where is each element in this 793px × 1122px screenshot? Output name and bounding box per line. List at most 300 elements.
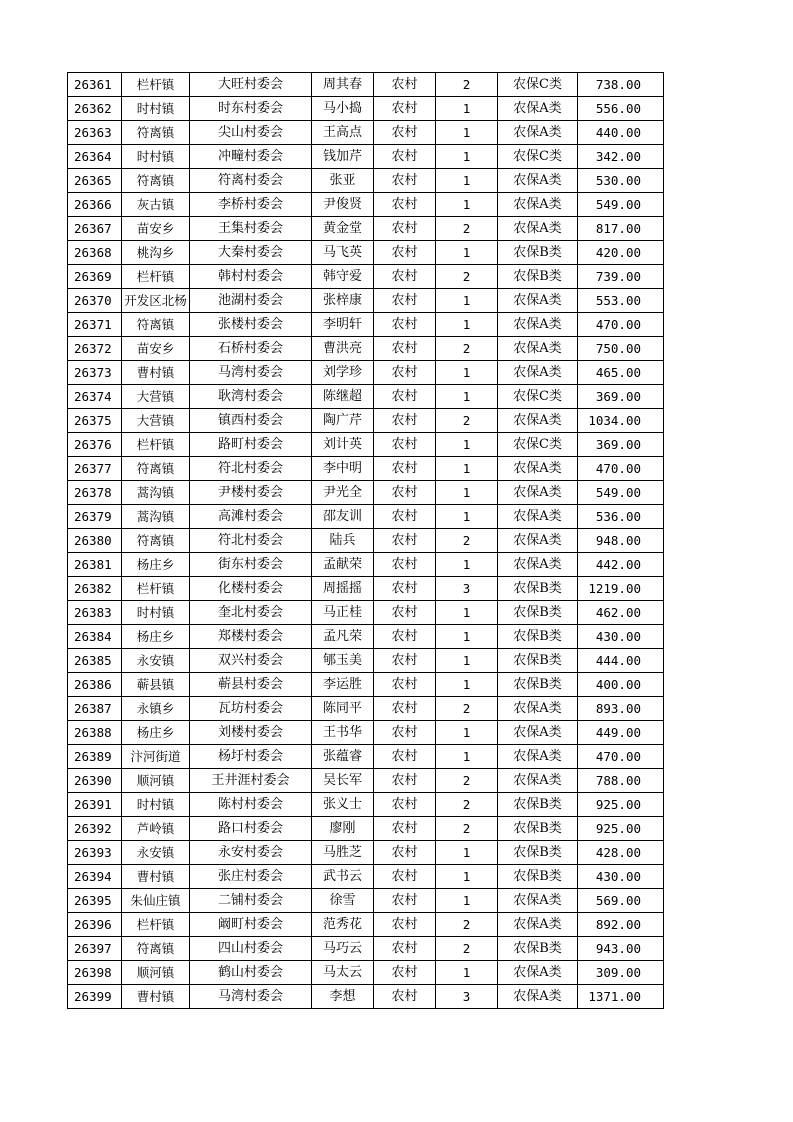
person-name-cell: 王高点	[312, 121, 374, 145]
area-cell: 农村	[374, 265, 436, 289]
insurance-type-cell: 农保A类	[498, 553, 578, 577]
table-row	[68, 241, 664, 265]
row-id: 26387	[68, 697, 122, 721]
row-id: 26372	[68, 337, 122, 361]
row-id: 26379	[68, 505, 122, 529]
person-name-cell: 陆兵	[312, 529, 374, 553]
area-cell: 农村	[374, 673, 436, 697]
row-id: 26366	[68, 193, 122, 217]
area-cell: 农村	[374, 649, 436, 673]
area-cell: 农村	[374, 625, 436, 649]
household-count-cell: 2	[436, 697, 498, 721]
insurance-type-cell: 农保A类	[498, 769, 578, 793]
household-count-cell: 2	[436, 73, 498, 97]
table-row	[68, 289, 664, 313]
household-count-cell: 1	[436, 649, 498, 673]
area-cell: 农村	[374, 241, 436, 265]
household-count-cell: 1	[436, 721, 498, 745]
person-name-cell: 周摇摇	[312, 577, 374, 601]
row-id: 26397	[68, 937, 122, 961]
committee-cell: 尖山村委会	[190, 121, 312, 145]
household-count-cell: 2	[436, 337, 498, 361]
amount-cell: 750.00	[578, 337, 664, 361]
committee-cell: 陈村村委会	[190, 793, 312, 817]
table-row	[68, 553, 664, 577]
town-cell: 芦岭镇	[122, 817, 190, 841]
committee-cell: 池湖村委会	[190, 289, 312, 313]
amount-cell: 530.00	[578, 169, 664, 193]
person-name-cell: 张梓康	[312, 289, 374, 313]
household-count-cell: 1	[436, 673, 498, 697]
table-row	[68, 649, 664, 673]
area-cell: 农村	[374, 505, 436, 529]
town-cell: 符离镇	[122, 121, 190, 145]
table-row	[68, 433, 664, 457]
insurance-type-cell: 农保B类	[498, 937, 578, 961]
person-name-cell: 马胜芝	[312, 841, 374, 865]
person-name-cell: 曹洪亮	[312, 337, 374, 361]
row-id: 26365	[68, 169, 122, 193]
row-id: 26382	[68, 577, 122, 601]
table-row	[68, 481, 664, 505]
committee-cell: 符北村委会	[190, 457, 312, 481]
insurance-type-cell: 农保B类	[498, 673, 578, 697]
row-id: 26369	[68, 265, 122, 289]
committee-cell: 大旺村委会	[190, 73, 312, 97]
row-id: 26373	[68, 361, 122, 385]
table-row	[68, 217, 664, 241]
household-count-cell: 2	[436, 793, 498, 817]
area-cell: 农村	[374, 385, 436, 409]
town-cell: 符离镇	[122, 529, 190, 553]
insurance-type-cell: 农保C类	[498, 145, 578, 169]
committee-cell: 王井涯村委会	[190, 769, 312, 793]
row-id: 26368	[68, 241, 122, 265]
committee-cell: 尹楼村委会	[190, 481, 312, 505]
row-id: 26390	[68, 769, 122, 793]
insurance-type-cell: 农保C类	[498, 73, 578, 97]
row-id: 26391	[68, 793, 122, 817]
row-id: 26367	[68, 217, 122, 241]
town-cell: 时村镇	[122, 793, 190, 817]
committee-cell: 刘楼村委会	[190, 721, 312, 745]
person-name-cell: 张义士	[312, 793, 374, 817]
household-count-cell: 2	[436, 529, 498, 553]
table-row	[68, 145, 664, 169]
insurance-type-cell: 农保A类	[498, 193, 578, 217]
roster-table	[67, 72, 664, 1009]
household-count-cell: 1	[436, 241, 498, 265]
table-row	[68, 697, 664, 721]
person-name-cell: 尹光全	[312, 481, 374, 505]
table-row	[68, 769, 664, 793]
amount-cell: 309.00	[578, 961, 664, 985]
table-row	[68, 73, 664, 97]
town-cell: 蒿沟镇	[122, 505, 190, 529]
household-count-cell: 1	[436, 97, 498, 121]
town-cell: 栏杆镇	[122, 577, 190, 601]
household-count-cell: 1	[436, 625, 498, 649]
committee-cell: 街东村委会	[190, 553, 312, 577]
person-name-cell: 吴长军	[312, 769, 374, 793]
table-row	[68, 361, 664, 385]
amount-cell: 420.00	[578, 241, 664, 265]
town-cell: 栏杆镇	[122, 265, 190, 289]
amount-cell: 369.00	[578, 433, 664, 457]
town-cell: 杨庄乡	[122, 721, 190, 745]
committee-cell: 韩村村委会	[190, 265, 312, 289]
table-row	[68, 961, 664, 985]
amount-cell: 470.00	[578, 745, 664, 769]
row-id: 26392	[68, 817, 122, 841]
household-count-cell: 2	[436, 217, 498, 241]
committee-cell: 杨圩村委会	[190, 745, 312, 769]
committee-cell: 路口村委会	[190, 817, 312, 841]
committee-cell: 石桥村委会	[190, 337, 312, 361]
household-count-cell: 1	[436, 601, 498, 625]
amount-cell: 536.00	[578, 505, 664, 529]
person-name-cell: 尹俊贤	[312, 193, 374, 217]
row-id: 26362	[68, 97, 122, 121]
row-id: 26383	[68, 601, 122, 625]
town-cell: 开发区北杨	[122, 289, 190, 313]
committee-cell: 蕲县村委会	[190, 673, 312, 697]
person-name-cell: 李明轩	[312, 313, 374, 337]
amount-cell: 428.00	[578, 841, 664, 865]
amount-cell: 788.00	[578, 769, 664, 793]
table-row	[68, 841, 664, 865]
area-cell: 农村	[374, 433, 436, 457]
town-cell: 顺河镇	[122, 769, 190, 793]
row-id: 26374	[68, 385, 122, 409]
row-id: 26376	[68, 433, 122, 457]
row-id: 26380	[68, 529, 122, 553]
row-id: 26395	[68, 889, 122, 913]
amount-cell: 549.00	[578, 481, 664, 505]
insurance-type-cell: 农保A类	[498, 289, 578, 313]
insurance-type-cell: 农保A类	[498, 505, 578, 529]
household-count-cell: 1	[436, 361, 498, 385]
person-name-cell: 徐雪	[312, 889, 374, 913]
person-name-cell: 马巧云	[312, 937, 374, 961]
amount-cell: 943.00	[578, 937, 664, 961]
person-name-cell: 马正桂	[312, 601, 374, 625]
town-cell: 大营镇	[122, 385, 190, 409]
household-count-cell: 3	[436, 985, 498, 1009]
insurance-type-cell: 农保A类	[498, 313, 578, 337]
household-count-cell: 2	[436, 817, 498, 841]
household-count-cell: 2	[436, 913, 498, 937]
town-cell: 永安镇	[122, 841, 190, 865]
person-name-cell: 张蕴睿	[312, 745, 374, 769]
area-cell: 农村	[374, 865, 436, 889]
committee-cell: 双兴村委会	[190, 649, 312, 673]
town-cell: 符离镇	[122, 169, 190, 193]
insurance-type-cell: 农保B类	[498, 793, 578, 817]
row-id: 26389	[68, 745, 122, 769]
insurance-type-cell: 农保A类	[498, 697, 578, 721]
committee-cell: 永安村委会	[190, 841, 312, 865]
town-cell: 永镇乡	[122, 697, 190, 721]
household-count-cell: 2	[436, 769, 498, 793]
amount-cell: 892.00	[578, 913, 664, 937]
household-count-cell: 1	[436, 385, 498, 409]
person-name-cell: 李想	[312, 985, 374, 1009]
table-body	[68, 73, 664, 1009]
person-name-cell: 孟凡荣	[312, 625, 374, 649]
household-count-cell: 2	[436, 937, 498, 961]
insurance-type-cell: 农保C类	[498, 433, 578, 457]
insurance-type-cell: 农保B类	[498, 265, 578, 289]
town-cell: 栏杆镇	[122, 433, 190, 457]
table-row	[68, 337, 664, 361]
table-row	[68, 529, 664, 553]
row-id: 26399	[68, 985, 122, 1009]
amount-cell: 893.00	[578, 697, 664, 721]
committee-cell: 鹤山村委会	[190, 961, 312, 985]
town-cell: 时村镇	[122, 97, 190, 121]
area-cell: 农村	[374, 697, 436, 721]
person-name-cell: 刘学珍	[312, 361, 374, 385]
amount-cell: 449.00	[578, 721, 664, 745]
person-name-cell: 武书云	[312, 865, 374, 889]
person-name-cell: 廖刚	[312, 817, 374, 841]
area-cell: 农村	[374, 145, 436, 169]
town-cell: 灰古镇	[122, 193, 190, 217]
area-cell: 农村	[374, 409, 436, 433]
table-row	[68, 985, 664, 1009]
area-cell: 农村	[374, 169, 436, 193]
row-id: 26364	[68, 145, 122, 169]
row-id: 26394	[68, 865, 122, 889]
amount-cell: 342.00	[578, 145, 664, 169]
town-cell: 时村镇	[122, 145, 190, 169]
insurance-type-cell: 农保B类	[498, 817, 578, 841]
person-name-cell: 张亚	[312, 169, 374, 193]
row-id: 26384	[68, 625, 122, 649]
table-row	[68, 745, 664, 769]
amount-cell: 569.00	[578, 889, 664, 913]
area-cell: 农村	[374, 577, 436, 601]
insurance-type-cell: 农保B类	[498, 865, 578, 889]
amount-cell: 948.00	[578, 529, 664, 553]
household-count-cell: 1	[436, 553, 498, 577]
insurance-type-cell: 农保A类	[498, 745, 578, 769]
amount-cell: 462.00	[578, 601, 664, 625]
person-name-cell: 钱加芹	[312, 145, 374, 169]
person-name-cell: 孟献荣	[312, 553, 374, 577]
household-count-cell: 3	[436, 577, 498, 601]
insurance-type-cell: 农保B类	[498, 625, 578, 649]
town-cell: 符离镇	[122, 937, 190, 961]
person-name-cell: 李运胜	[312, 673, 374, 697]
town-cell: 杨庄乡	[122, 553, 190, 577]
table-row	[68, 625, 664, 649]
committee-cell: 冲疃村委会	[190, 145, 312, 169]
row-id: 26375	[68, 409, 122, 433]
table-row	[68, 409, 664, 433]
town-cell: 桃沟乡	[122, 241, 190, 265]
amount-cell: 465.00	[578, 361, 664, 385]
town-cell: 永安镇	[122, 649, 190, 673]
person-name-cell: 陈同平	[312, 697, 374, 721]
insurance-type-cell: 农保A类	[498, 409, 578, 433]
town-cell: 汴河街道	[122, 745, 190, 769]
table-row	[68, 601, 664, 625]
household-count-cell: 2	[436, 265, 498, 289]
committee-cell: 王集村委会	[190, 217, 312, 241]
area-cell: 农村	[374, 769, 436, 793]
person-name-cell: 刘计英	[312, 433, 374, 457]
area-cell: 农村	[374, 601, 436, 625]
person-name-cell: 黄金堂	[312, 217, 374, 241]
table-row	[68, 457, 664, 481]
insurance-type-cell: 农保B类	[498, 649, 578, 673]
committee-cell: 瓦坊村委会	[190, 697, 312, 721]
area-cell: 农村	[374, 217, 436, 241]
insurance-type-cell: 农保A类	[498, 961, 578, 985]
amount-cell: 1034.00	[578, 409, 664, 433]
area-cell: 农村	[374, 481, 436, 505]
insurance-type-cell: 农保B类	[498, 841, 578, 865]
table-row	[68, 193, 664, 217]
household-count-cell: 1	[436, 193, 498, 217]
insurance-type-cell: 农保A类	[498, 169, 578, 193]
table-row	[68, 505, 664, 529]
amount-cell: 430.00	[578, 625, 664, 649]
committee-cell: 张庄村委会	[190, 865, 312, 889]
table-row	[68, 265, 664, 289]
insurance-type-cell: 农保A类	[498, 913, 578, 937]
insurance-type-cell: 农保A类	[498, 217, 578, 241]
amount-cell: 444.00	[578, 649, 664, 673]
town-cell: 曹村镇	[122, 361, 190, 385]
table-row	[68, 913, 664, 937]
person-name-cell: 王书华	[312, 721, 374, 745]
town-cell: 符离镇	[122, 313, 190, 337]
table-row	[68, 889, 664, 913]
table-row	[68, 97, 664, 121]
area-cell: 农村	[374, 457, 436, 481]
town-cell: 顺河镇	[122, 961, 190, 985]
town-cell: 杨庄乡	[122, 625, 190, 649]
household-count-cell: 1	[436, 889, 498, 913]
person-name-cell: 陶广芹	[312, 409, 374, 433]
person-name-cell: 陈继超	[312, 385, 374, 409]
household-count-cell: 1	[436, 457, 498, 481]
amount-cell: 470.00	[578, 457, 664, 481]
town-cell: 曹村镇	[122, 985, 190, 1009]
area-cell: 农村	[374, 313, 436, 337]
amount-cell: 553.00	[578, 289, 664, 313]
row-id: 26381	[68, 553, 122, 577]
committee-cell: 时东村委会	[190, 97, 312, 121]
household-count-cell: 1	[436, 433, 498, 457]
committee-cell: 阚町村委会	[190, 913, 312, 937]
area-cell: 农村	[374, 817, 436, 841]
person-name-cell: 范秀花	[312, 913, 374, 937]
town-cell: 朱仙庄镇	[122, 889, 190, 913]
person-name-cell: 马小捣	[312, 97, 374, 121]
table-row	[68, 169, 664, 193]
table-row	[68, 577, 664, 601]
area-cell: 农村	[374, 337, 436, 361]
amount-cell: 817.00	[578, 217, 664, 241]
insurance-type-cell: 农保A类	[498, 121, 578, 145]
table-row	[68, 313, 664, 337]
amount-cell: 369.00	[578, 385, 664, 409]
amount-cell: 430.00	[578, 865, 664, 889]
table-row	[68, 385, 664, 409]
area-cell: 农村	[374, 193, 436, 217]
household-count-cell: 1	[436, 481, 498, 505]
area-cell: 农村	[374, 841, 436, 865]
committee-cell: 大秦村委会	[190, 241, 312, 265]
town-cell: 苗安乡	[122, 337, 190, 361]
household-count-cell: 1	[436, 865, 498, 889]
row-id: 26371	[68, 313, 122, 337]
row-id: 26370	[68, 289, 122, 313]
amount-cell: 739.00	[578, 265, 664, 289]
town-cell: 大营镇	[122, 409, 190, 433]
table-row	[68, 721, 664, 745]
area-cell: 农村	[374, 985, 436, 1009]
insurance-type-cell: 农保A类	[498, 529, 578, 553]
committee-cell: 二铺村委会	[190, 889, 312, 913]
area-cell: 农村	[374, 73, 436, 97]
area-cell: 农村	[374, 361, 436, 385]
insurance-type-cell: 农保A类	[498, 985, 578, 1009]
row-id: 26393	[68, 841, 122, 865]
committee-cell: 郑楼村委会	[190, 625, 312, 649]
area-cell: 农村	[374, 961, 436, 985]
row-id: 26377	[68, 457, 122, 481]
committee-cell: 高滩村委会	[190, 505, 312, 529]
area-cell: 农村	[374, 553, 436, 577]
row-id: 26388	[68, 721, 122, 745]
insurance-type-cell: 农保A类	[498, 481, 578, 505]
table-row	[68, 865, 664, 889]
town-cell: 苗安乡	[122, 217, 190, 241]
insurance-type-cell: 农保B类	[498, 241, 578, 265]
person-name-cell: 韩守爱	[312, 265, 374, 289]
amount-cell: 470.00	[578, 313, 664, 337]
committee-cell: 马湾村委会	[190, 361, 312, 385]
household-count-cell: 1	[436, 313, 498, 337]
town-cell: 蕲县镇	[122, 673, 190, 697]
committee-cell: 路町村委会	[190, 433, 312, 457]
area-cell: 农村	[374, 937, 436, 961]
insurance-type-cell: 农保B类	[498, 577, 578, 601]
amount-cell: 440.00	[578, 121, 664, 145]
area-cell: 农村	[374, 529, 436, 553]
town-cell: 栏杆镇	[122, 913, 190, 937]
committee-cell: 符离村委会	[190, 169, 312, 193]
area-cell: 农村	[374, 913, 436, 937]
amount-cell: 556.00	[578, 97, 664, 121]
row-id: 26378	[68, 481, 122, 505]
town-cell: 蒿沟镇	[122, 481, 190, 505]
row-id: 26385	[68, 649, 122, 673]
town-cell: 符离镇	[122, 457, 190, 481]
household-count-cell: 1	[436, 841, 498, 865]
row-id: 26363	[68, 121, 122, 145]
amount-cell: 1219.00	[578, 577, 664, 601]
committee-cell: 耿湾村委会	[190, 385, 312, 409]
row-id: 26386	[68, 673, 122, 697]
table-row	[68, 793, 664, 817]
amount-cell: 925.00	[578, 817, 664, 841]
